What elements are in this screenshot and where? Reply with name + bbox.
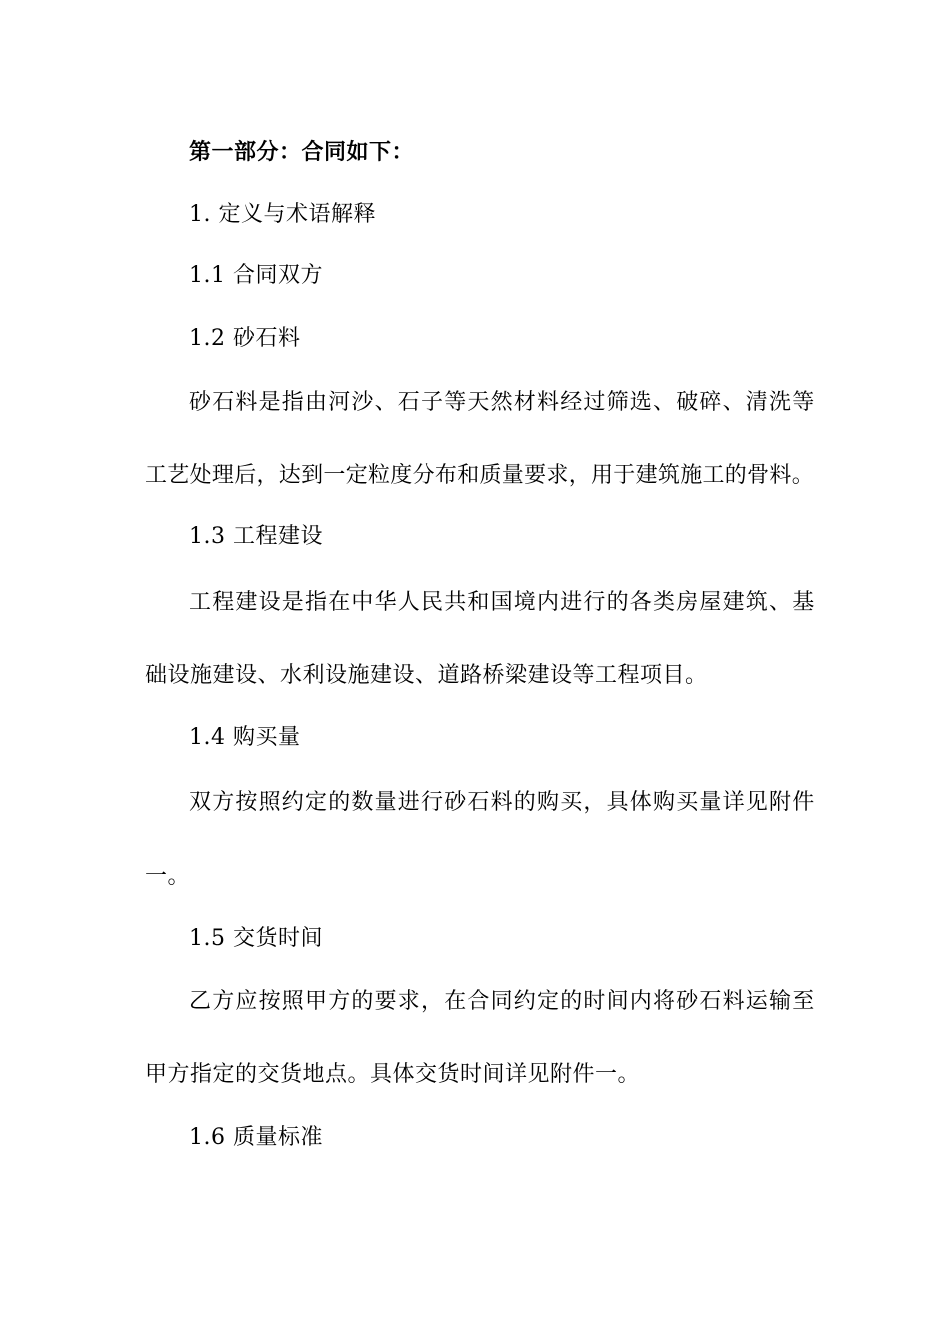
paragraph-1-4-line-2: 一。 (145, 864, 191, 889)
subsection-heading-1-2: 1.2 砂石料 (189, 326, 301, 351)
paragraph-1-4-line-1: 双方按照约定的数量进行砂石料的购买，具体购买量详见附件 (189, 790, 816, 815)
paragraph-1-3-line-2: 础设施建设、水利设施建设、道路桥梁建设等工程项目。 (145, 663, 708, 688)
subsection-heading-1-4: 1.4 购买量 (189, 725, 301, 750)
paragraph-1-3-line-1: 工程建设是指在中华人民共和国境内进行的各类房屋建筑、基 (189, 590, 816, 615)
section-heading-1: 1. 定义与术语解释 (189, 202, 376, 227)
paragraph-1-5-line-2: 甲方指定的交货地点。具体交货时间详见附件一。 (145, 1062, 641, 1087)
paragraph-1-5-line-1: 乙方应按照甲方的要求，在合同约定的时间内将砂石料运输至 (189, 989, 816, 1014)
paragraph-1-2-line-2: 工艺处理后，达到一定粒度分布和质量要求，用于建筑施工的骨料。 (145, 463, 815, 488)
paragraph-1-2-line-1: 砂石料是指由河沙、石子等天然材料经过筛选、破碎、清洗等 (189, 390, 816, 415)
part-heading: 第一部分：合同如下： (189, 139, 415, 165)
subsection-heading-1-5: 1.5 交货时间 (189, 926, 323, 951)
subsection-heading-1-1: 1.1 合同双方 (189, 263, 323, 288)
subsection-heading-1-6: 1.6 质量标准 (189, 1125, 323, 1150)
subsection-heading-1-3: 1.3 工程建设 (189, 524, 323, 549)
